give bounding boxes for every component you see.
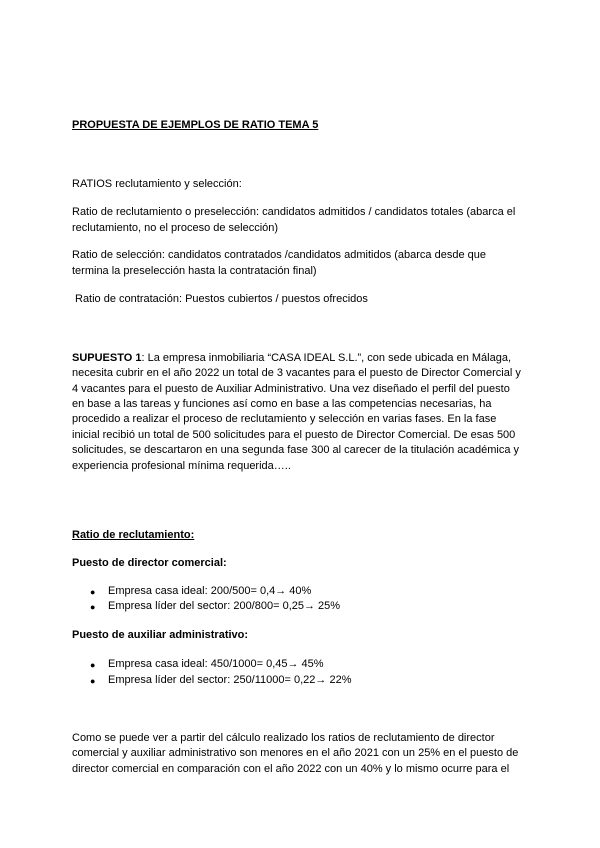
supuesto-line1-text: : La empresa inmobiliaria “CASA IDEAL S.L.”, con sede ubicada en Málaga,: [141, 352, 512, 364]
ratio-reclutamiento-def-line2: reclutamiento, no el proceso de selección): [72, 222, 279, 234]
ratio-seleccion-def-line2: termina la preselección hasta la contratación final): [72, 265, 317, 277]
supuesto-line7: solicitudes, se descartaron en una segunda fase 300 al carecer de la titulación académica y: [72, 444, 519, 456]
conclusion-line2: comercial y auxiliar administrativo son menores en el año 2021 con un 25% en el puesto de: [72, 747, 519, 759]
supuesto-line5: procedido a realizar el proceso de reclutamiento y selección en varias fases. En la fase: [72, 413, 497, 425]
bullet-icon: ●: [90, 676, 96, 686]
auxiliar-heading: Puesto de auxiliar administrativo:: [72, 629, 249, 641]
ratio-seleccion-def-line1: Ratio de selección: candidatos contratados /candidatos admitidos (abarca desde que: [72, 249, 486, 261]
ratio-reclutamiento-heading: Ratio de reclutamiento:: [72, 529, 195, 541]
ratios-heading: RATIOS reclutamiento y selección:: [72, 178, 242, 190]
document-title: PROPUESTA DE EJEMPLOS DE RATIO TEMA 5: [72, 119, 319, 131]
auxiliar-item-1: Empresa casa ideal: 450/1000= 0,45→ 45%: [108, 658, 324, 670]
director-item-1: Empresa casa ideal: 200/500= 0,4→ 40%: [108, 585, 312, 597]
director-heading: Puesto de director comercial:: [72, 557, 227, 569]
conclusion-line3: director comercial en comparación con el año 2022 con un 40% y lo mismo ocurre para el: [72, 763, 510, 775]
bullet-icon: ●: [90, 660, 96, 670]
director-item-2: Empresa líder del sector: 200/800= 0,25→ 25%: [108, 600, 341, 612]
bullet-icon: ●: [90, 602, 96, 612]
ratio-reclutamiento-def-line1: Ratio de reclutamiento o preselección: candidatos admitidos / candidatos totales (abarca el: [72, 206, 516, 218]
auxiliar-item-2: Empresa líder del sector: 250/11000= 0,22→ 22%: [108, 674, 352, 686]
supuesto-line1: [72, 351, 511, 367]
conclusion-line1: Como se puede ver a partir del cálculo realizado los ratios de reclutamiento de director: [72, 732, 495, 744]
supuesto-line8: experiencia profesional mínima requerida…..: [72, 460, 291, 472]
supuesto-line4: en base a las tareas y funciones así como en base a las competencias necesarias, ha: [72, 398, 492, 410]
supuesto-line2: necesita cubrir en el año 2022 un total de 3 vacantes para el puesto de Director Comercial y: [72, 367, 521, 379]
supuesto-label: SUPUESTO 1: [72, 352, 142, 364]
supuesto-line6: inicial recibió un total de 500 solicitudes para el puesto de Director Comercial. De esas 500: [72, 429, 516, 441]
supuesto-line3: 4 vacantes para el puesto de Auxiliar Administrativo. Una vez diseñado el perfil del puesto: [72, 383, 510, 395]
ratio-contratacion-def: Ratio de contratación: Puestos cubiertos / puestos ofrecidos: [75, 293, 368, 305]
bullet-icon: ●: [90, 587, 96, 597]
